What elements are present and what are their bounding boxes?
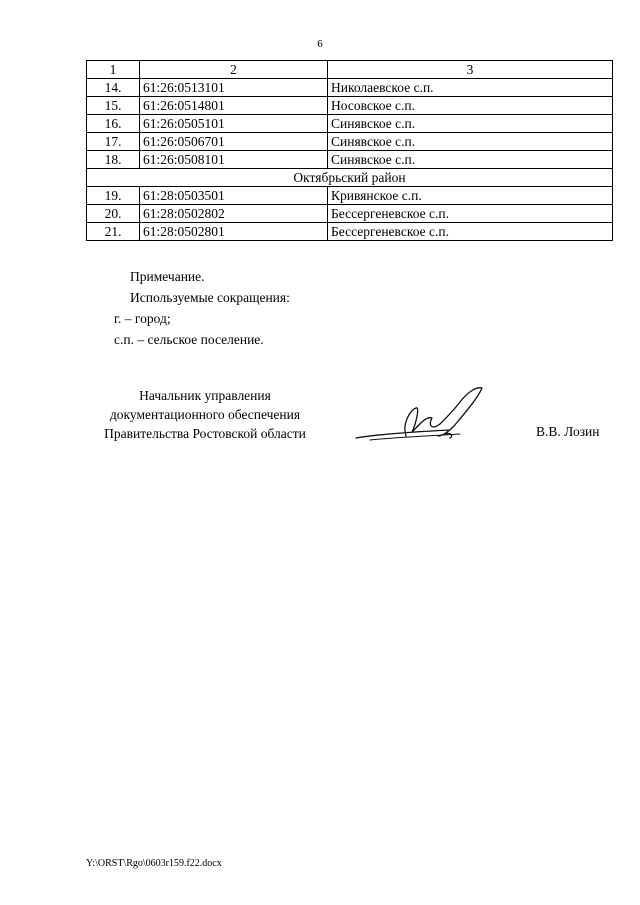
header-col-1: 1 — [87, 61, 140, 79]
table-row — [87, 97, 613, 115]
position-line-2: документационного обеспечения — [109, 407, 301, 422]
abbreviation-settlement: с.п. – сельское поселение. — [114, 332, 264, 347]
cadastral-code: 61:28:0502801 — [140, 223, 328, 241]
header-col-2: 2 — [140, 61, 328, 79]
settlement-name: Кривянское с.п. — [328, 187, 613, 205]
position-line-3: Правительства Ростовской области — [104, 426, 306, 441]
settlement-name: Синявское с.п. — [328, 115, 613, 133]
district-row — [87, 169, 613, 187]
abbreviation-city: г. – город; — [114, 311, 171, 326]
notes-title: Примечание. — [130, 269, 205, 284]
cadastral-code: 61:26:0505101 — [140, 115, 328, 133]
signatory-position — [90, 386, 320, 443]
settlement-name: Николаевское с.п. — [328, 79, 613, 97]
row-number: 15. — [87, 97, 140, 115]
table-row — [87, 187, 613, 205]
cadastral-code: 61:28:0502802 — [140, 205, 328, 223]
district-name: Октябрьский район — [87, 169, 613, 187]
table-row — [87, 205, 613, 223]
table-row — [87, 79, 613, 97]
row-number: 14. — [87, 79, 140, 97]
notes-subtitle: Используемые сокращения: — [130, 290, 290, 305]
table-row — [87, 151, 613, 169]
file-path-footer: Y:\ORST\Rgo\0603r159.f22.docx — [86, 858, 222, 869]
row-number: 17. — [87, 133, 140, 151]
registry-table — [86, 60, 613, 241]
cadastral-code: 61:28:0503501 — [140, 187, 328, 205]
page-number: 6 — [317, 38, 323, 50]
settlement-name: Синявское с.п. — [328, 151, 613, 169]
row-number: 16. — [87, 115, 140, 133]
settlement-name: Носовское с.п. — [328, 97, 613, 115]
handwritten-signature — [350, 380, 500, 450]
settlement-name: Бессергеневское с.п. — [328, 205, 613, 223]
table-header-row — [87, 61, 613, 79]
header-col-3: 3 — [328, 61, 613, 79]
row-number: 21. — [87, 223, 140, 241]
table-row — [87, 133, 613, 151]
row-number: 18. — [87, 151, 140, 169]
table-row — [87, 223, 613, 241]
cadastral-code: 61:26:0506701 — [140, 133, 328, 151]
cadastral-code: 61:26:0513101 — [140, 79, 328, 97]
notes-section — [114, 266, 290, 350]
table-row — [87, 115, 613, 133]
signer-name: В.В. Лозин — [536, 424, 600, 439]
row-number: 20. — [87, 205, 140, 223]
position-line-1: Начальник управления — [139, 388, 271, 403]
settlement-name: Бессергеневское с.п. — [328, 223, 613, 241]
row-number: 19. — [87, 187, 140, 205]
cadastral-code: 61:26:0514801 — [140, 97, 328, 115]
settlement-name: Синявское с.п. — [328, 133, 613, 151]
cadastral-code: 61:26:0508101 — [140, 151, 328, 169]
